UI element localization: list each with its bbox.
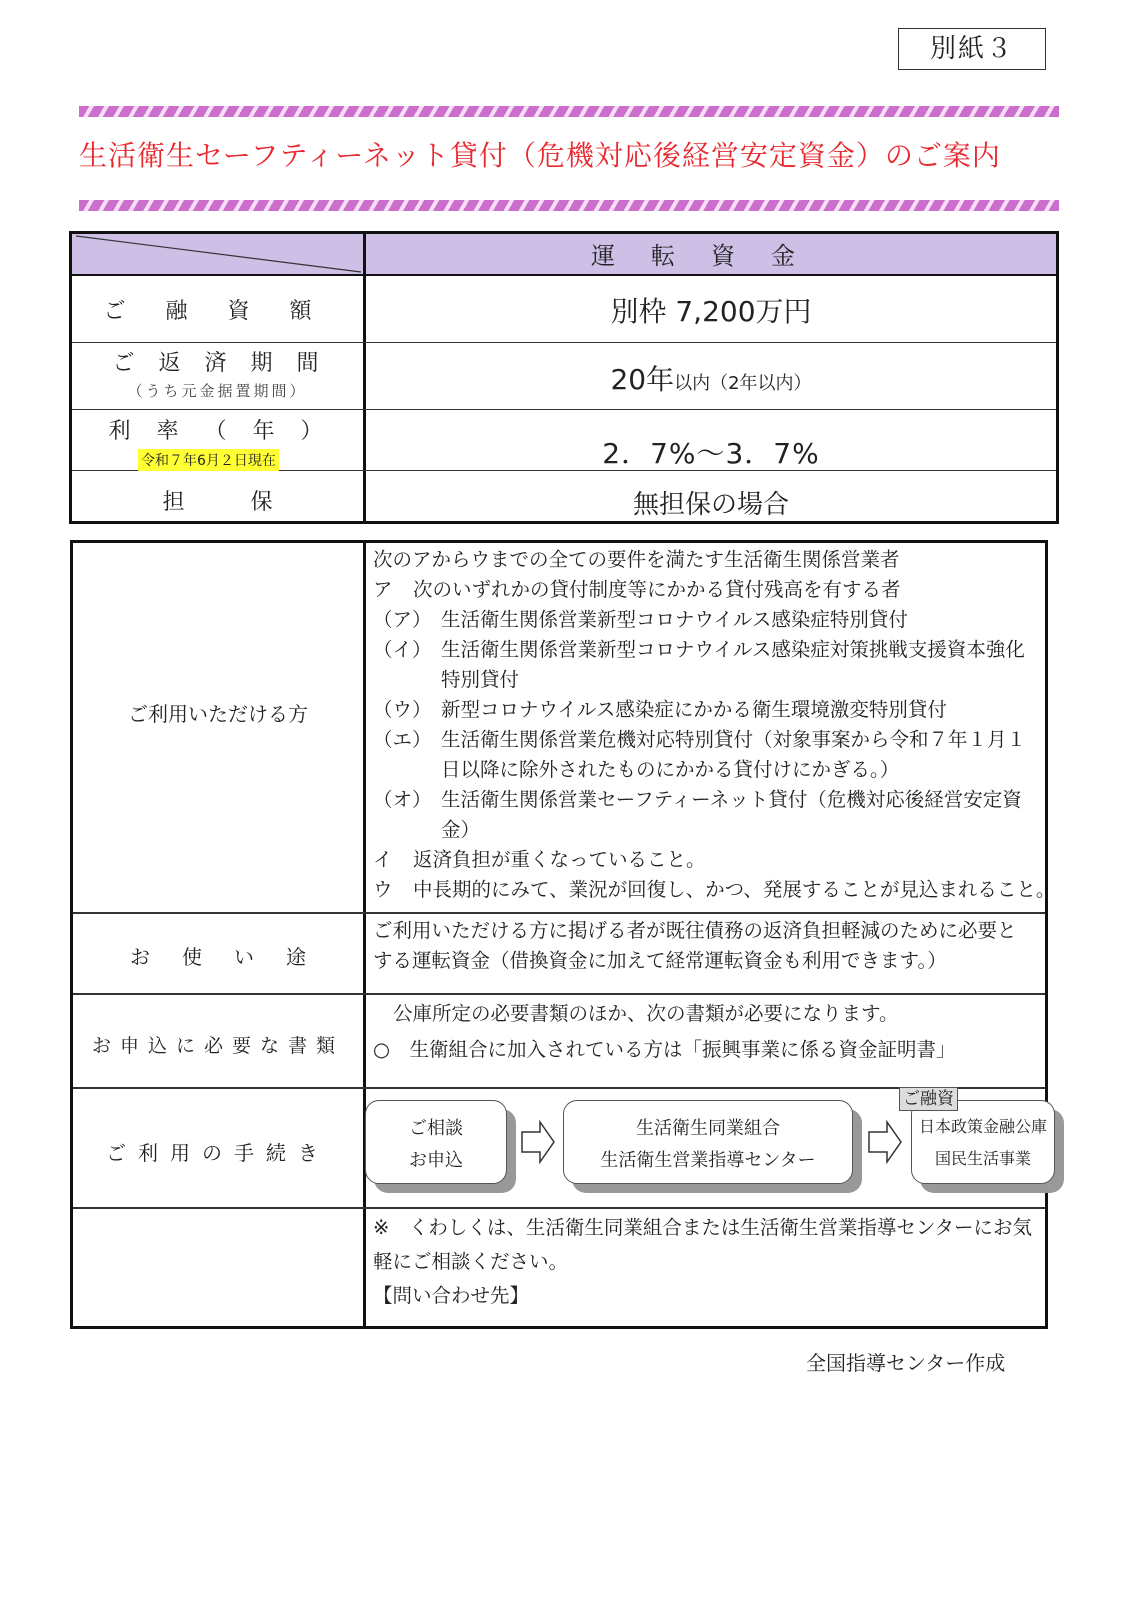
requirement-line: （エ） 生活衛生関係営業危機対応特別貸付（対象事案から令和７年１月１ [373, 728, 1027, 751]
summary-table-header [72, 234, 1056, 276]
loan-amount-value: 別枠 7,200万円 [610, 295, 812, 328]
flow-step-line: 生活衛生営業指導センター [600, 1150, 816, 1171]
top-stripe [79, 106, 1059, 117]
flow-step-line: 生活衛生同業組合 [636, 1118, 780, 1139]
requirement-line: イ 返済負担が重くなっていること。 [373, 848, 706, 871]
usage-line: ご利用いただける方に掲げる者が既往債務の返済負担軽減のために必要と [373, 919, 1017, 942]
repayment-period-label: ご返済期間 [112, 351, 343, 376]
rate-date-highlight: 令和７年6月２日現在 [138, 449, 279, 471]
interest-rate-label: 利率（年） [108, 419, 349, 444]
repayment-within: 以内（2年以内） [674, 373, 812, 394]
documents-label: お申込に必要な書類 [91, 1035, 344, 1057]
arrow-right-icon [867, 1120, 903, 1164]
eligible-label: ご利用いただける方 [128, 702, 308, 726]
details-table [70, 540, 1056, 1329]
page-title: 生活衛生セーフティーネット貸付（危機対応後経営安定資金）のご案内 [79, 139, 1001, 172]
notes-line: 軽にご相談ください。 [373, 1250, 569, 1273]
requirement-line: ウ 中長期的にみて、業況が回復し、かつ、発展することが見込まれること。 [373, 878, 1056, 901]
contact-heading: 【問い合わせ先】 [373, 1284, 530, 1307]
repayment-years: 20年 [610, 363, 675, 396]
header-working-capital: 運転資金 [591, 242, 831, 270]
annex-tag: 別紙３ [898, 28, 1046, 70]
row-divider [72, 409, 1056, 410]
notes-text [373, 1211, 1032, 1313]
flow-step-line: 国民生活事業 [934, 1149, 1031, 1168]
row-divider [73, 1207, 1045, 1209]
requirement-line: 次のアからウまでの全ての要件を満たす生活衛生関係営業者 [373, 548, 900, 571]
diagonal-header-cell [72, 234, 363, 274]
requirement-line: ア 次のいずれかの貸付制度等にかかる貸付残高を有する者 [373, 578, 901, 601]
documents-text [373, 999, 956, 1065]
notes-line: ※ くわしくは、生活衛生同業組合または生活衛生営業指導センターにお気 [373, 1216, 1033, 1239]
row-divider [72, 342, 1056, 343]
flow-step-line: 日本政策金融公庫 [918, 1117, 1047, 1136]
requirement-line: 特別貸付 [441, 668, 520, 691]
flow-step-line: お申込 [409, 1150, 463, 1171]
requirement-line: 日以降に除外されたものにかかる貸付けにかぎる。） [441, 758, 900, 781]
requirement-line: （ア） 生活衛生関係営業新型コロナウイルス感染症特別貸付 [373, 608, 908, 631]
loan-badge: ご融資 [899, 1087, 958, 1111]
requirement-line: （ウ） 新型コロナウイルス感染症にかかる衛生環境激変特別貸付 [373, 698, 947, 721]
documents-line: ○ 生衛組合に加入されている方は「振興事業に係る資金証明書」 [373, 1038, 956, 1061]
interest-rate-value: 2．7%～3．7% [602, 437, 820, 470]
documents-line: 公庫所定の必要書類のほか、次の書類が必要になります。 [393, 1002, 899, 1025]
grace-period-label: （うち元金据置期間） [127, 382, 308, 400]
flow-step-line: ご相談 [409, 1118, 463, 1139]
requirement-line: （オ） 生活衛生関係営業セーフティーネット貸付（危機対応後経営安定資 [373, 788, 1022, 811]
flow-step-association [563, 1100, 853, 1184]
procedure-label: ご利用の手続き [106, 1141, 330, 1165]
requirement-line: 金） [441, 818, 481, 841]
requirement-line: （イ） 生活衛生関係営業新型コロナウイルス感染症対策挑戦支援資本強化 [373, 638, 1025, 661]
row-divider [73, 912, 1045, 914]
eligible-requirements [373, 545, 1055, 905]
flow-step-consult [365, 1100, 507, 1184]
row-divider [73, 993, 1045, 995]
usage-text [373, 916, 1017, 976]
collateral-value: 無担保の場合 [632, 490, 789, 520]
repayment-period-value [366, 358, 1056, 398]
arrow-right-icon [520, 1120, 556, 1164]
footer-credit: 全国指導センター作成 [806, 1351, 1006, 1375]
loan-amount-label: ご融資額 [103, 299, 352, 324]
bottom-stripe [79, 200, 1059, 211]
flow-step-jfc [911, 1100, 1055, 1184]
usage-line: する運転資金（借換資金に加えて経常運転資金も利用できます。） [373, 949, 947, 972]
collateral-label: 担保 [162, 490, 339, 515]
summary-table [69, 231, 1059, 524]
usage-label: お使い途 [130, 945, 338, 969]
